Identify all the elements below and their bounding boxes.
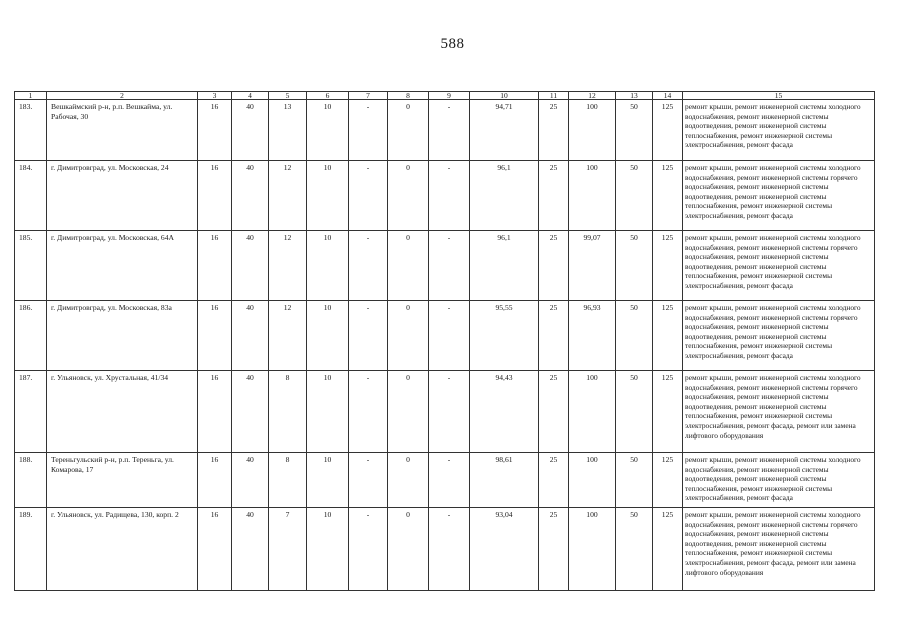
repair-works-cell: ремонт крыши, ремонт инженерной системы холодного водоснабжения, ремонт инженерной системы горячего водоснабжения, ремонт инженерной системы водоотведения, ремонт инженерной системы теплоснабжения, ремонт инженерной системы электроснабжения, ремонт фасада xyxy=(683,161,875,231)
value-cell-14: 125 xyxy=(653,453,683,508)
table-row xyxy=(15,371,875,453)
value-cell-11: 25 xyxy=(539,508,569,591)
address-cell: г. Димитровград, ул. Московская, 64А xyxy=(47,231,198,301)
capital-repair-table xyxy=(14,91,875,591)
column-header-2: 2 xyxy=(47,92,198,100)
value-cell-6: 10 xyxy=(307,453,349,508)
row-number: 184. xyxy=(15,161,47,231)
value-cell-7: - xyxy=(349,508,388,591)
value-cell-6: 10 xyxy=(307,161,349,231)
repair-works-cell: ремонт крыши, ремонт инженерной системы холодного водоснабжения, ремонт инженерной системы водоотведения, ремонт инженерной системы теплоснабжения, ремонт инженерной системы электроснабжения, ремонт фасада xyxy=(683,100,875,161)
column-header-10: 10 xyxy=(470,92,539,100)
value-cell-13: 50 xyxy=(616,453,653,508)
value-cell-9: - xyxy=(429,453,470,508)
value-cell-8: 0 xyxy=(388,453,429,508)
value-cell-11: 25 xyxy=(539,301,569,371)
table-row xyxy=(15,508,875,591)
row-number: 183. xyxy=(15,100,47,161)
value-cell-12: 100 xyxy=(569,371,616,453)
value-cell-14: 125 xyxy=(653,100,683,161)
value-cell-5: 8 xyxy=(269,453,307,508)
value-cell-12: 100 xyxy=(569,453,616,508)
value-cell-6: 10 xyxy=(307,301,349,371)
value-cell-12: 100 xyxy=(569,161,616,231)
value-cell-6: 10 xyxy=(307,100,349,161)
column-header-4: 4 xyxy=(232,92,269,100)
value-cell-12: 99,07 xyxy=(569,231,616,301)
value-cell-5: 12 xyxy=(269,161,307,231)
column-header-8: 8 xyxy=(388,92,429,100)
value-cell-3: 16 xyxy=(198,371,232,453)
value-cell-3: 16 xyxy=(198,100,232,161)
column-header-7: 7 xyxy=(349,92,388,100)
address-cell: г. Димитровград, ул. Московская, 24 xyxy=(47,161,198,231)
value-cell-13: 50 xyxy=(616,301,653,371)
page-number: 588 xyxy=(440,36,465,52)
table-row xyxy=(15,453,875,508)
value-cell-10: 96,1 xyxy=(470,231,539,301)
value-cell-13: 50 xyxy=(616,371,653,453)
value-cell-4: 40 xyxy=(232,508,269,591)
column-header-9: 9 xyxy=(429,92,470,100)
value-cell-8: 0 xyxy=(388,371,429,453)
value-cell-13: 50 xyxy=(616,508,653,591)
table-row xyxy=(15,161,875,231)
row-number: 189. xyxy=(15,508,47,591)
column-header-6: 6 xyxy=(307,92,349,100)
value-cell-8: 0 xyxy=(388,301,429,371)
value-cell-3: 16 xyxy=(198,231,232,301)
address-cell: г. Ульяновск, ул. Хрустальная, 41/34 xyxy=(47,371,198,453)
value-cell-6: 10 xyxy=(307,508,349,591)
address-cell: Вешкаймский р-н, р.п. Вешкайма, ул. Рабочая, 30 xyxy=(47,100,198,161)
value-cell-9: - xyxy=(429,371,470,453)
value-cell-5: 7 xyxy=(269,508,307,591)
value-cell-9: - xyxy=(429,301,470,371)
value-cell-12: 100 xyxy=(569,508,616,591)
value-cell-13: 50 xyxy=(616,161,653,231)
value-cell-4: 40 xyxy=(232,453,269,508)
value-cell-11: 25 xyxy=(539,100,569,161)
repair-works-cell: ремонт крыши, ремонт инженерной системы холодного водоснабжения, ремонт инженерной системы горячего водоснабжения, ремонт инженерной системы водоотведения, ремонт инженерной системы теплоснабжения, ремонт инженерной системы электроснабжения, ремонт фасада xyxy=(683,231,875,301)
value-cell-11: 25 xyxy=(539,453,569,508)
value-cell-5: 8 xyxy=(269,371,307,453)
value-cell-4: 40 xyxy=(232,301,269,371)
value-cell-13: 50 xyxy=(616,231,653,301)
value-cell-10: 95,55 xyxy=(470,301,539,371)
column-header-12: 12 xyxy=(569,92,616,100)
address-cell: г. Ульяновск, ул. Радищева, 130, корп. 2 xyxy=(47,508,198,591)
value-cell-7: - xyxy=(349,100,388,161)
value-cell-9: - xyxy=(429,508,470,591)
value-cell-3: 16 xyxy=(198,301,232,371)
value-cell-7: - xyxy=(349,161,388,231)
value-cell-11: 25 xyxy=(539,161,569,231)
column-header-3: 3 xyxy=(198,92,232,100)
column-header-13: 13 xyxy=(616,92,653,100)
value-cell-9: - xyxy=(429,231,470,301)
value-cell-4: 40 xyxy=(232,100,269,161)
value-cell-14: 125 xyxy=(653,231,683,301)
value-cell-3: 16 xyxy=(198,161,232,231)
value-cell-10: 98,61 xyxy=(470,453,539,508)
value-cell-10: 94,71 xyxy=(470,100,539,161)
repair-works-cell: ремонт крыши, ремонт инженерной системы холодного водоснабжения, ремонт инженерной системы горячего водоснабжения, ремонт инженерной системы водоотведения, ремонт инженерной системы теплоснабжения, ремонт инженерной системы электроснабжения, ремонт фасада xyxy=(683,301,875,371)
column-header-14: 14 xyxy=(653,92,683,100)
value-cell-10: 94,43 xyxy=(470,371,539,453)
row-number: 185. xyxy=(15,231,47,301)
value-cell-9: - xyxy=(429,100,470,161)
value-cell-4: 40 xyxy=(232,231,269,301)
repair-works-cell: ремонт крыши, ремонт инженерной системы холодного водоснабжения, ремонт инженерной системы горячего водоснабжения, ремонт инженерной системы водоотведения, ремонт инженерной системы теплоснабжения, ремонт инженерной системы электроснабжения, ремонт фасада, ремонт или замена лифтового оборудования xyxy=(683,371,875,453)
value-cell-14: 125 xyxy=(653,371,683,453)
value-cell-14: 125 xyxy=(653,301,683,371)
value-cell-7: - xyxy=(349,371,388,453)
value-cell-14: 125 xyxy=(653,161,683,231)
value-cell-4: 40 xyxy=(232,161,269,231)
repair-works-cell: ремонт крыши, ремонт инженерной системы холодного водоснабжения, ремонт инженерной системы горячего водоснабжения, ремонт инженерной системы водоотведения, ремонт инженерной системы теплоснабжения, ремонт инженерной системы электроснабжения, ремонт фасада, ремонт или замена лифтового оборудования xyxy=(683,508,875,591)
value-cell-14: 125 xyxy=(653,508,683,591)
value-cell-9: - xyxy=(429,161,470,231)
value-cell-6: 10 xyxy=(307,231,349,301)
value-cell-8: 0 xyxy=(388,508,429,591)
value-cell-3: 16 xyxy=(198,453,232,508)
repair-works-cell: ремонт крыши, ремонт инженерной системы холодного водоснабжения, ремонт инженерной системы водоотведения, ремонт инженерной системы теплоснабжения, ремонт инженерной системы электроснабжения, ремонт фасада xyxy=(683,453,875,508)
value-cell-10: 96,1 xyxy=(470,161,539,231)
value-cell-7: - xyxy=(349,453,388,508)
value-cell-11: 25 xyxy=(539,371,569,453)
value-cell-8: 0 xyxy=(388,161,429,231)
value-cell-3: 16 xyxy=(198,508,232,591)
row-number: 188. xyxy=(15,453,47,508)
address-cell: Тереньгульский р-н, р.п. Тереньга, ул. Комарова, 17 xyxy=(47,453,198,508)
column-header-1: 1 xyxy=(15,92,47,100)
column-header-15: 15 xyxy=(683,92,875,100)
column-header-5: 5 xyxy=(269,92,307,100)
table-row xyxy=(15,100,875,161)
value-cell-8: 0 xyxy=(388,100,429,161)
address-cell: г. Димитровград, ул. Московская, 83а xyxy=(47,301,198,371)
value-cell-10: 93,04 xyxy=(470,508,539,591)
value-cell-11: 25 xyxy=(539,231,569,301)
value-cell-6: 10 xyxy=(307,371,349,453)
row-number: 187. xyxy=(15,371,47,453)
table-row xyxy=(15,231,875,301)
value-cell-7: - xyxy=(349,231,388,301)
table-row xyxy=(15,301,875,371)
value-cell-5: 13 xyxy=(269,100,307,161)
value-cell-5: 12 xyxy=(269,301,307,371)
value-cell-13: 50 xyxy=(616,100,653,161)
value-cell-5: 12 xyxy=(269,231,307,301)
row-number: 186. xyxy=(15,301,47,371)
column-header-11: 11 xyxy=(539,92,569,100)
value-cell-8: 0 xyxy=(388,231,429,301)
value-cell-4: 40 xyxy=(232,371,269,453)
value-cell-12: 96,93 xyxy=(569,301,616,371)
column-number-row xyxy=(15,92,875,100)
value-cell-7: - xyxy=(349,301,388,371)
value-cell-12: 100 xyxy=(569,100,616,161)
